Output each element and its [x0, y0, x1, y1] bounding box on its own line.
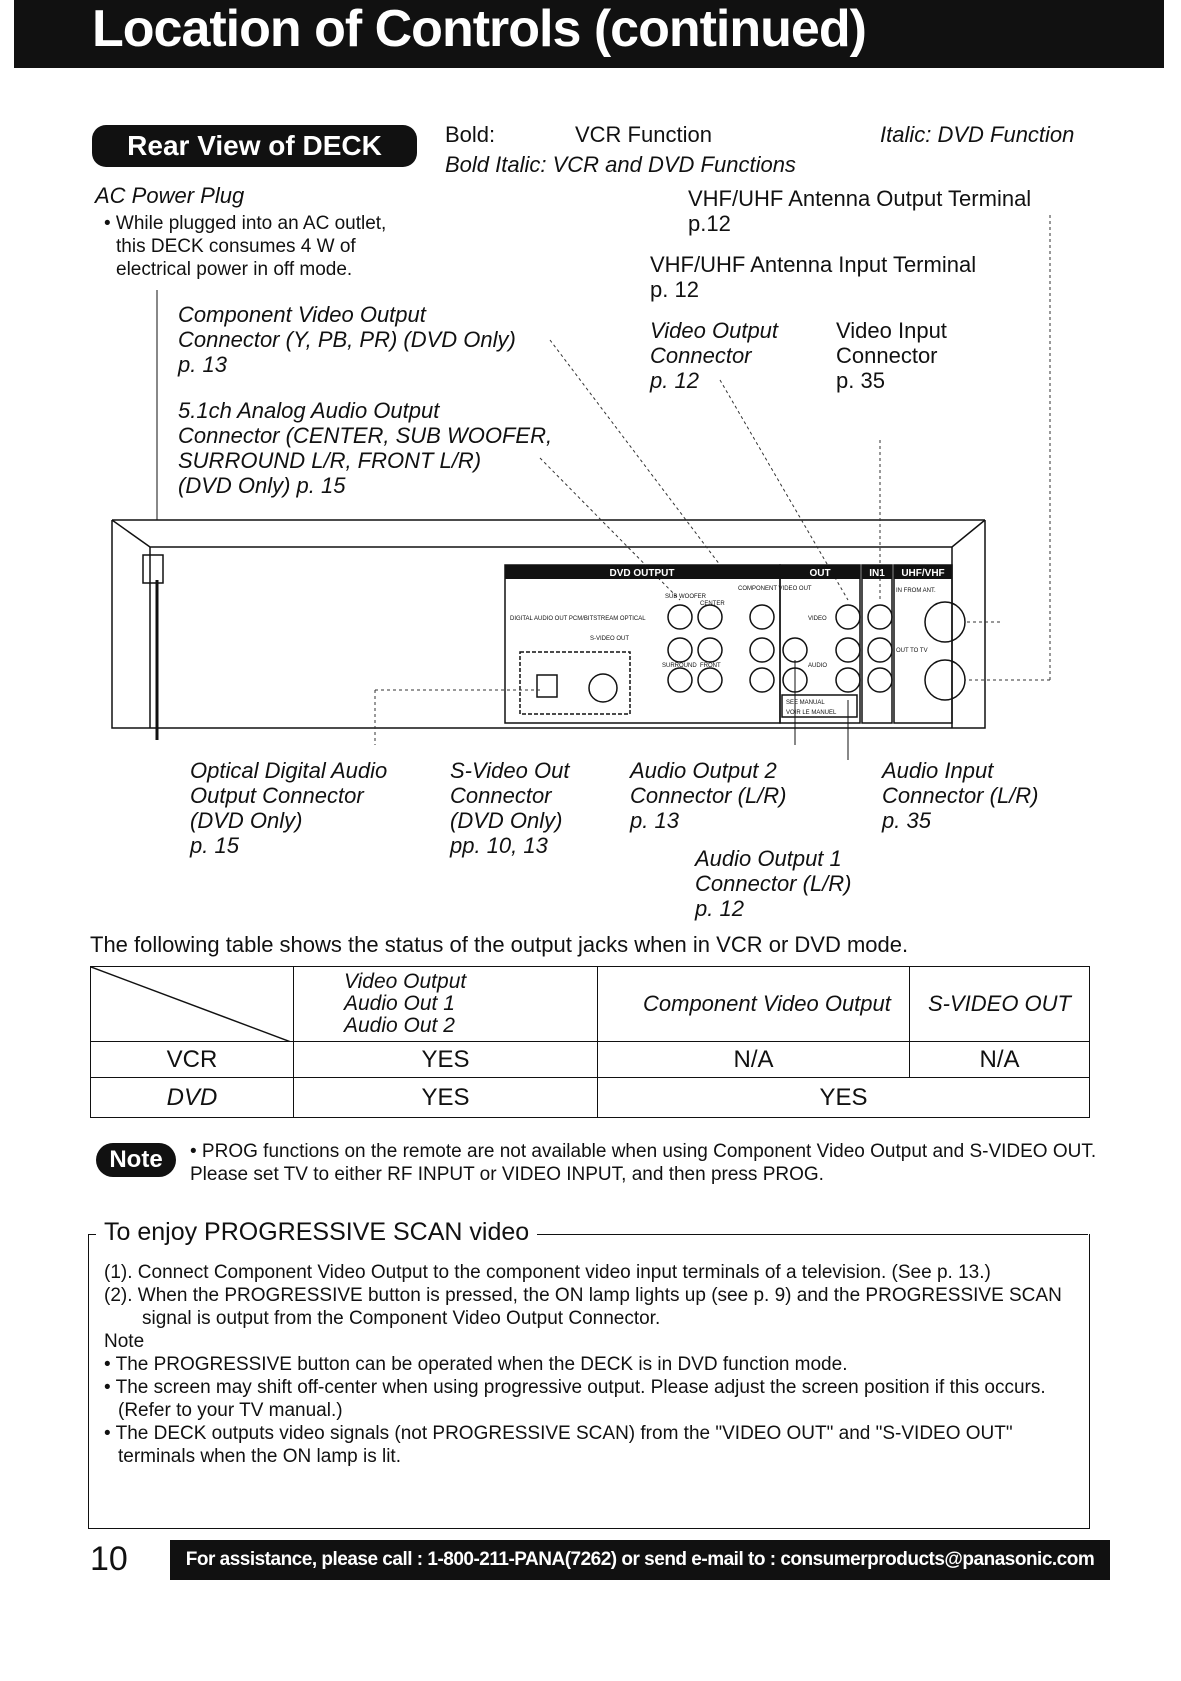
- deck-label-sub: SUB WOOFER: [665, 594, 707, 600]
- header-video-audio: [294, 967, 598, 1042]
- progressive-title: To enjoy PROGRESSIVE SCAN video: [96, 1218, 537, 1247]
- step: (2). When the PROGRESSIVE button is pressed, the ON lamp lights up (see p. 9) and the PROGRESSIVE SCAN signal is output from the Component Video Output Connector.: [104, 1285, 1062, 1329]
- legend-bold-label: Bold:: [445, 122, 496, 147]
- deck-label-dvd-output: DVD OUTPUT: [609, 568, 675, 579]
- callout-line: Optical Digital Audio: [190, 758, 388, 783]
- callout-line: Connector: [450, 783, 552, 808]
- deck-label-digital: DIGITAL AUDIO OUT PCM/BITSTREAM OPTICAL: [510, 616, 646, 622]
- callout-line: Connector (L/R): [695, 871, 852, 896]
- cell: YES: [294, 1078, 598, 1118]
- audio-out2-callout: [630, 758, 787, 833]
- callout-line: Connector (Y, PB, PR) (DVD Only): [178, 327, 516, 352]
- legend-italic: Italic: DVD Function: [880, 122, 1075, 147]
- deck-rear-diagram: [0, 0, 1181, 760]
- deck-label-surround: SURROUND: [662, 663, 697, 669]
- deck-label-video: VIDEO: [808, 616, 827, 622]
- note-badge: Note: [96, 1143, 176, 1177]
- page-number: 10: [90, 1540, 128, 1578]
- deck-label-svideo: S-VIDEO OUT: [590, 636, 630, 642]
- callout-line: p.12: [688, 211, 731, 236]
- row-mode-dvd: DVD: [91, 1078, 294, 1118]
- deck-label-out: OUT: [809, 568, 831, 579]
- header-line: Video Output: [344, 970, 467, 993]
- callout-line: p. 13: [178, 352, 227, 377]
- cell: YES: [294, 1042, 598, 1078]
- audio-out1-callout: [695, 846, 852, 921]
- assistance-banner: For assistance, please call : 1-800-211-PANA(7262) or send e-mail to : consumerproducts@panasonic.com: [170, 1540, 1110, 1580]
- deck-label-front: FRONT: [700, 663, 721, 669]
- deck-label-component: COMPONENT VIDEO OUT: [738, 586, 812, 592]
- legend-bold-value: VCR Function: [575, 122, 712, 147]
- callout-line: Connector: [836, 343, 938, 368]
- callout-line: p. 13: [630, 808, 679, 833]
- callout-line: 5.1ch Analog Audio Output: [178, 398, 440, 423]
- deck-label-center: CENTER: [700, 601, 725, 607]
- callout-line: p. 12: [650, 368, 699, 393]
- optical-callout: [190, 758, 387, 858]
- note-text: • PROG functions on the remote are not available when using Component Video Output and S-VIDEO OUT. Please set TV to either RF INPUT or VIDEO INPUT, and then press PROG.: [190, 1141, 1097, 1185]
- callout-line: (DVD Only) p. 15: [178, 473, 346, 498]
- legend-bold-italic: Bold Italic: VCR and DVD Functions: [445, 152, 796, 177]
- header-component: Component Video Output: [598, 967, 910, 1042]
- callout-line: Video Input: [836, 318, 947, 343]
- callout-line: p. 12: [650, 277, 699, 302]
- table-intro: The following table shows the status of the output jacks when in VCR or DVD mode.: [90, 932, 909, 957]
- diagonal-line: [91, 967, 291, 1042]
- callout-line: Output Connector: [190, 783, 364, 808]
- ac-line: • While plugged into an AC outlet,: [104, 213, 387, 234]
- callout-line: pp. 10, 13: [450, 833, 548, 858]
- audio-in-callout: [882, 758, 1039, 833]
- progressive-body: [104, 1261, 1074, 1468]
- callout-line: p. 35: [836, 368, 885, 393]
- row-mode-vcr: VCR: [91, 1042, 294, 1078]
- cell: N/A: [598, 1042, 910, 1078]
- callout-line: p. 35: [882, 808, 931, 833]
- ac-title: AC Power Plug: [95, 183, 245, 208]
- output-status-table: [90, 966, 1090, 1118]
- callout-line: Connector: [650, 343, 752, 368]
- callout-line: Connector (L/R): [630, 783, 787, 808]
- deck-label-in1: IN1: [869, 568, 885, 579]
- callout-line: VHF/UHF Antenna Output Terminal: [688, 186, 1032, 211]
- deck-label-audio: AUDIO: [808, 663, 828, 669]
- callout-line: Connector (CENTER, SUB WOOFER,: [178, 423, 553, 448]
- deck-label-in-from-ant: IN FROM ANT.: [896, 588, 936, 594]
- callout-line: Audio Output 1: [695, 846, 842, 871]
- ac-line: this DECK consumes 4 W of: [116, 236, 356, 257]
- header-line: Audio Out 1: [344, 992, 455, 1015]
- note-item: • The PROGRESSIVE button can be operated when the DECK is in DVD function mode.: [104, 1354, 848, 1375]
- deck-label-voir: VOIR LE MANUEL: [786, 710, 837, 716]
- callout-line: Video Output: [650, 318, 779, 343]
- callout-line: S-Video Out: [450, 758, 570, 783]
- callout-line: p. 15: [190, 833, 239, 858]
- callout-line: (DVD Only): [190, 808, 303, 833]
- header-line: Audio Out 2: [344, 1014, 455, 1037]
- page-title: Location of Controls (continued): [14, 0, 1164, 68]
- callout-line: SURROUND L/R, FRONT L/R): [178, 448, 482, 473]
- header-svideo: S-VIDEO OUT: [910, 967, 1090, 1042]
- svideo-callout: [450, 758, 569, 858]
- section-title: Rear View of DECK: [92, 125, 417, 167]
- note-item: • The DECK outputs video signals (not PROGRESSIVE SCAN) from the "VIDEO OUT" and "S-VIDEO OUT" terminals when the ON lamp is lit.: [104, 1423, 1013, 1467]
- ac-line: electrical power in off mode.: [116, 259, 353, 280]
- diagonal-cell: [91, 967, 294, 1042]
- cell: YES: [598, 1078, 1090, 1118]
- callout-line: VHF/UHF Antenna Input Terminal: [650, 252, 977, 277]
- deck-label-uhf: UHF/VHF: [901, 568, 945, 579]
- callout-line: (DVD Only): [450, 808, 563, 833]
- note-label: Note: [104, 1331, 145, 1352]
- cell: N/A: [910, 1042, 1090, 1078]
- callout-line: Audio Output 2: [630, 758, 777, 783]
- step: (1). Connect Component Video Output to the component video input terminals of a television. (See p. 13.): [104, 1262, 991, 1283]
- callout-line: Component Video Output: [178, 302, 426, 327]
- deck-label-out-to-tv: OUT TO TV: [896, 648, 928, 654]
- callout-line: p. 12: [695, 896, 744, 921]
- note-item: • The screen may shift off-center when using progressive output. Please adjust the screen position if this occurs. (Refer to your TV manual.): [104, 1377, 1046, 1421]
- deck-label-see-manual: SEE MANUAL: [786, 700, 825, 706]
- callout-line: Connector (L/R): [882, 783, 1039, 808]
- callout-line: Audio Input: [882, 758, 994, 783]
